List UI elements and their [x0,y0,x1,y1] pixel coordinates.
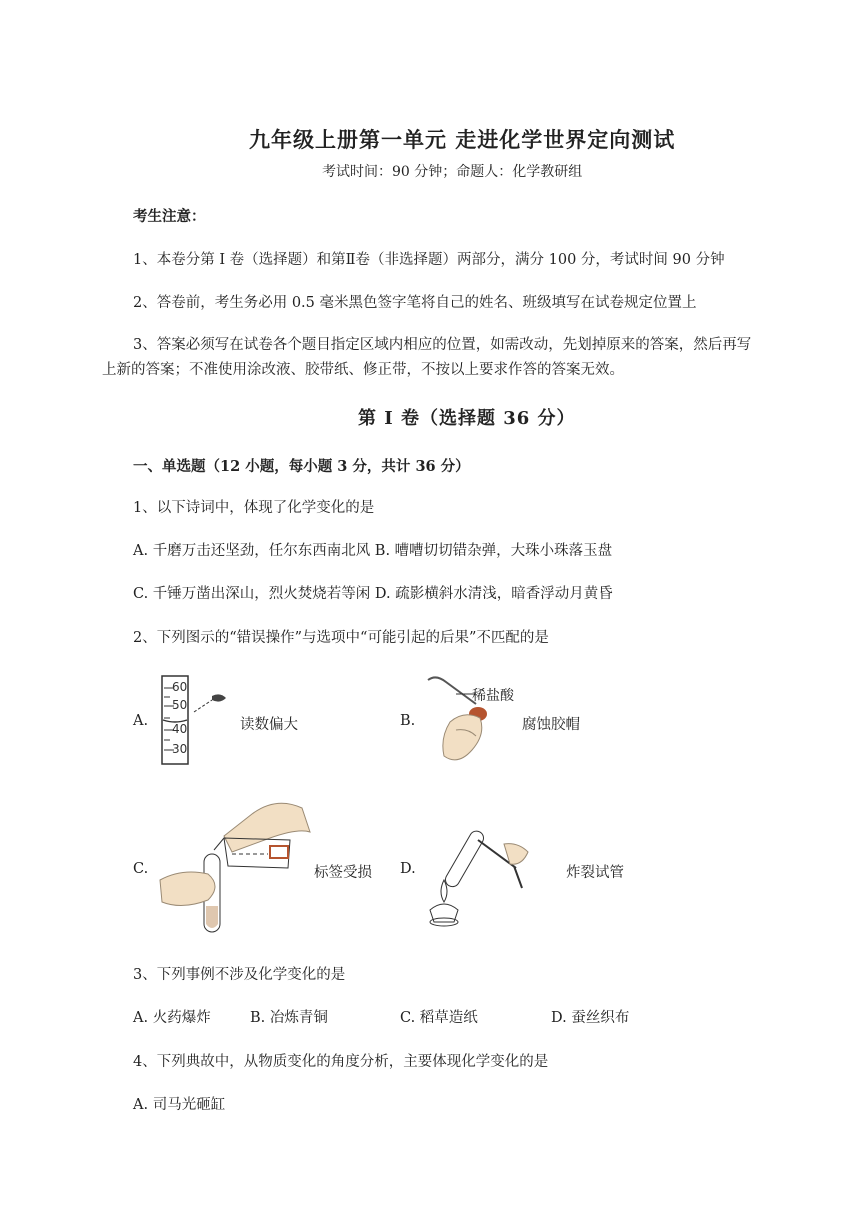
q2-option-d-text: 炸裂试管 [566,865,624,881]
exam-info: 考试时间：90 分钟；命题人：化学教研组 [322,164,583,180]
q1-stem: 1、以下诗词中，体现了化学变化的是 [133,500,375,516]
dropper-label: 稀盐酸 [472,688,514,704]
notice-item-3-line-2: 上新的答案；不准使用涂改液、胶带纸、修正带，不按以上要求作答的答案无效。 [102,362,624,378]
notice-item-3-line-1: 3、答案必须写在试卷各个题目指定区域内相应的位置，如需改动，先划掉原来的答案，然后再写 [133,337,752,353]
q2-option-c-letter: C. [133,861,149,877]
graduated-cylinder-figure [150,672,230,768]
notice-item-2: 2、答卷前，考生务必用 0.5 毫米黑色签字笔将自己的姓名、班级填写在试卷规定位置上 [133,295,697,311]
q3-option-c: C. 稻草造纸 [400,1010,478,1026]
pouring-figure [152,794,312,938]
heating-test-tube-figure [418,818,538,928]
q2-option-c-text: 标签受损 [314,865,372,881]
q2-option-b-letter: B. [400,713,416,729]
page-title: 九年级上册第一单元 走进化学世界定向测试 [249,127,676,152]
q3-stem: 3、下列事例不涉及化学变化的是 [133,967,346,983]
q2-stem: 2、下列图示的“错误操作”与选项中“可能引起的后果”不匹配的是 [133,630,549,646]
q2-option-d-letter: D. [400,861,416,877]
q2-option-a-text: 读数偏大 [240,717,298,733]
tick-label: 50 [172,698,188,712]
part-heading: 一、单选题（12 小题，每小题 3 分，共计 36 分） [133,458,470,475]
q3-option-b: B. 冶炼青铜 [250,1010,328,1026]
dropper-figure [420,672,530,774]
q4-stem: 4、下列典故中，从物质变化的角度分析，主要体现化学变化的是 [133,1054,549,1070]
q2-option-b-text: 腐蚀胶帽 [522,717,580,733]
tick-label: 30 [172,742,188,756]
q4-option-a: A. 司马光砸缸 [133,1097,226,1113]
tick-label: 60 [172,680,188,694]
eye-icon [212,694,226,701]
q3-option-d: D. 蚕丝织布 [551,1010,630,1026]
q2-option-a-letter: A. [133,713,149,729]
tick-label: 40 [172,722,188,736]
notice-heading: 考生注意： [133,208,206,225]
q3-option-a: A. 火药爆炸 [133,1010,211,1026]
q1-options-row-1: A. 千磨万击还坚劲，任尔东西南北风 B. 嘈嘈切切错杂弹，大珠小珠落玉盘 [133,543,613,559]
notice-item-1: 1、本卷分第 I 卷（选择题）和第Ⅱ卷（非选择题）两部分，满分 100 分，考试时间 90 分钟 [133,252,725,268]
q1-options-row-2: C. 千锤万凿出深山，烈火焚烧若等闲 D. 疏影横斜水清浅，暗香浮动月黄昏 [133,586,613,602]
section-title: 第 I 卷（选择题 36 分） [358,408,576,429]
